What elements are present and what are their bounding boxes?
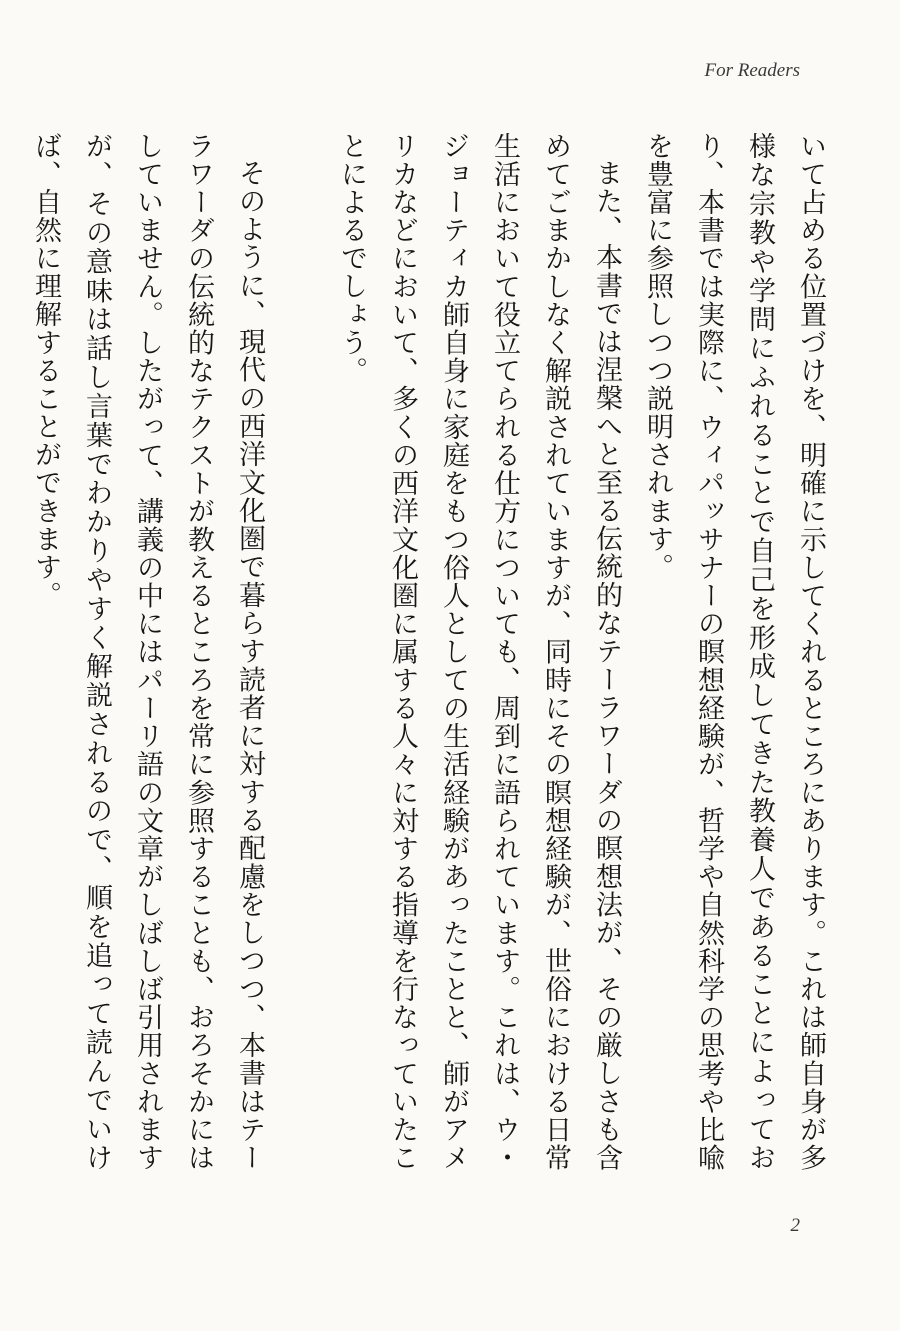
paragraph-2: また、本書では涅槃へと至る伝統的なテーラワーダの瞑想法が、その厳しさも含めてごまかしなく解説されていますが、同時にその瞑想経験が、世俗における日常生活において役立てられる仕方についても、周到に語られています。これは、ウ・ジョーティカ師自身に家庭をもつ俗人としての生活経験があったことと、師がアメリカなどにおいて、多くの西洋文化圏に属する人々に対する指導を行なっていたことによるでしょう。 bbox=[336, 132, 622, 1172]
paragraph-gap bbox=[275, 132, 326, 1172]
body-text bbox=[30, 132, 836, 1172]
paragraph-3: そのように、現代の西洋文化圏で暮らす読者に対する配慮をしつつ、本書はテーラワーダの伝統的なテクストが教えるところを常に参照することも、おろそかにはしていません。したがって、講義の中にはパーリ語の文章がしばしば引用されますが、その意味は話し言葉でわかりやすく解説されるので、順を追って読んでいけば、自然に理解することができます。 bbox=[30, 132, 265, 1172]
running-head: For Readers bbox=[704, 60, 800, 81]
paragraph-gap bbox=[0, 132, 20, 1172]
paragraph-1: いて占める位置づけを、明確に示してくれるところにあります。これは師自身が多様な宗教や学問にふれることで自己を形成してきた教養人であることによっており、本書では実際に、ウィパッサナーの瞑想経験が、哲学や自然科学の思考や比喩を豊富に参照しつつ説明されます。 bbox=[642, 132, 826, 1172]
page-number: 2 bbox=[790, 1215, 800, 1236]
